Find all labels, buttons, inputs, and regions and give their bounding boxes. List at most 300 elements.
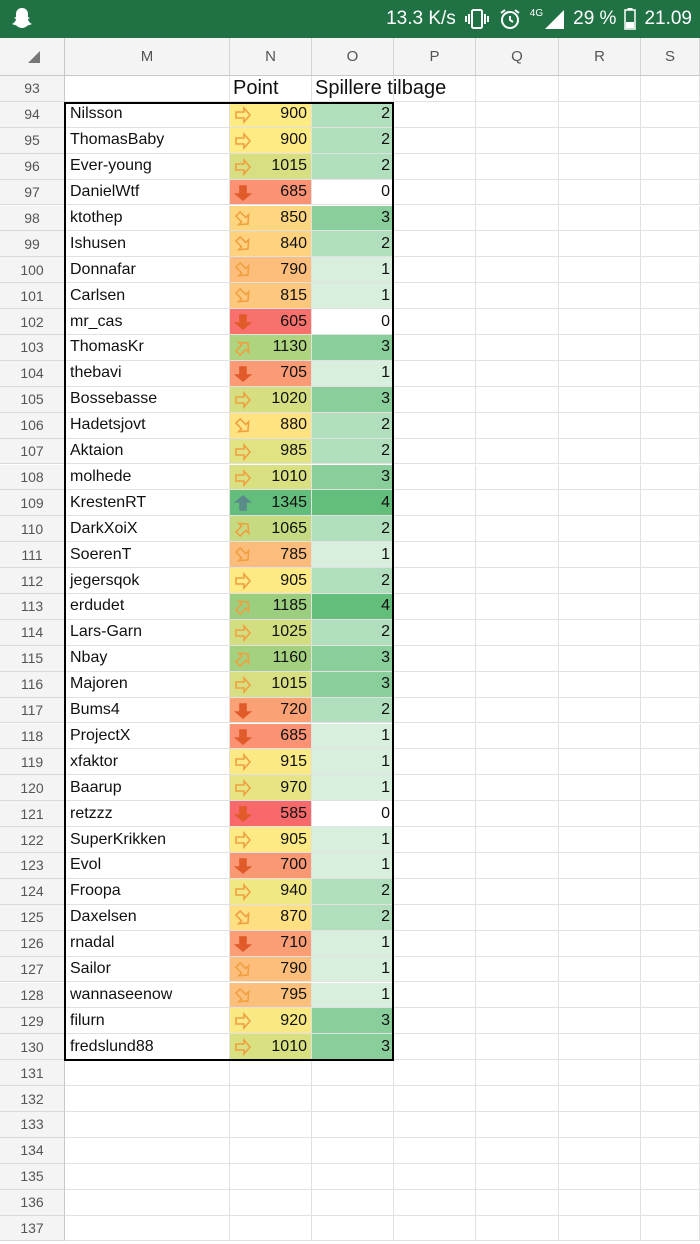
row-header[interactable]: 116: [0, 672, 65, 698]
cell-q[interactable]: [476, 983, 559, 1009]
cell-p[interactable]: [394, 1086, 476, 1112]
cell-p[interactable]: [394, 646, 476, 672]
cell-p[interactable]: [394, 335, 476, 361]
row-header[interactable]: 133: [0, 1112, 65, 1138]
cell-r[interactable]: [559, 957, 641, 983]
cell-p[interactable]: [394, 620, 476, 646]
cell-r[interactable]: [559, 1086, 641, 1112]
row-header[interactable]: 110: [0, 516, 65, 542]
point-cell[interactable]: [230, 154, 312, 180]
players-left-cell[interactable]: 1: [312, 931, 394, 957]
cell-q[interactable]: [476, 1112, 559, 1138]
cell-p[interactable]: [394, 594, 476, 620]
cell-m[interactable]: [65, 1060, 230, 1086]
cell-s[interactable]: [641, 879, 700, 905]
cell-q[interactable]: [476, 257, 559, 283]
row-header[interactable]: 107: [0, 439, 65, 465]
row-header[interactable]: 96: [0, 154, 65, 180]
player-name-cell[interactable]: DanielWtf: [65, 180, 230, 206]
cell-q[interactable]: [476, 1216, 559, 1242]
point-cell[interactable]: [230, 801, 312, 827]
column-header-o[interactable]: O: [312, 38, 394, 76]
player-name-cell[interactable]: Bums4: [65, 698, 230, 724]
row-header[interactable]: 99: [0, 231, 65, 257]
cell-p[interactable]: [394, 231, 476, 257]
cell-o[interactable]: [312, 1164, 394, 1190]
cell-q[interactable]: [476, 231, 559, 257]
cell-p[interactable]: [394, 439, 476, 465]
row-header[interactable]: 101: [0, 283, 65, 309]
players-left-cell[interactable]: 0: [312, 180, 394, 206]
cell-r[interactable]: [559, 1060, 641, 1086]
point-cell[interactable]: [230, 983, 312, 1009]
players-left-cell[interactable]: 3: [312, 387, 394, 413]
cell-q[interactable]: [476, 879, 559, 905]
players-left-cell[interactable]: 1: [312, 542, 394, 568]
cell-m[interactable]: [65, 1190, 230, 1216]
cell-s[interactable]: [641, 1034, 700, 1060]
row-header[interactable]: 129: [0, 1008, 65, 1034]
cell-p[interactable]: [394, 905, 476, 931]
players-left-cell[interactable]: 1: [312, 775, 394, 801]
cell-q[interactable]: [476, 387, 559, 413]
players-left-cell[interactable]: 2: [312, 128, 394, 154]
cell-r[interactable]: [559, 206, 641, 232]
column-header-r[interactable]: R: [559, 38, 641, 76]
row-header[interactable]: 103: [0, 335, 65, 361]
cell-q[interactable]: [476, 905, 559, 931]
cell-p[interactable]: [394, 983, 476, 1009]
row-header[interactable]: 98: [0, 206, 65, 232]
cell-s[interactable]: [641, 853, 700, 879]
column-header-n[interactable]: N: [230, 38, 312, 76]
row-header[interactable]: 123: [0, 853, 65, 879]
point-cell[interactable]: [230, 594, 312, 620]
row-header[interactable]: 124: [0, 879, 65, 905]
cell-p[interactable]: [394, 516, 476, 542]
cell-s[interactable]: [641, 827, 700, 853]
point-cell[interactable]: [230, 879, 312, 905]
column-header-q[interactable]: Q: [476, 38, 559, 76]
cell-q[interactable]: [476, 102, 559, 128]
cell-q[interactable]: [476, 931, 559, 957]
cell-r[interactable]: [559, 335, 641, 361]
cell-q[interactable]: [476, 775, 559, 801]
players-left-cell[interactable]: 2: [312, 516, 394, 542]
cell-r[interactable]: [559, 439, 641, 465]
cell-r[interactable]: [559, 1216, 641, 1242]
cell-q[interactable]: [476, 1164, 559, 1190]
cell-p[interactable]: [394, 853, 476, 879]
cell-r[interactable]: [559, 1034, 641, 1060]
cell-m[interactable]: [65, 1086, 230, 1112]
row-header[interactable]: 119: [0, 749, 65, 775]
cell-q[interactable]: [476, 1008, 559, 1034]
point-cell[interactable]: [230, 724, 312, 750]
cell-p[interactable]: [394, 568, 476, 594]
point-cell[interactable]: [230, 490, 312, 516]
row-header[interactable]: 102: [0, 309, 65, 335]
cell-r[interactable]: [559, 724, 641, 750]
cell-s[interactable]: [641, 180, 700, 206]
cell-q[interactable]: [476, 594, 559, 620]
row-header[interactable]: 132: [0, 1086, 65, 1112]
row-header[interactable]: 134: [0, 1138, 65, 1164]
cell-s[interactable]: [641, 490, 700, 516]
point-cell[interactable]: [230, 775, 312, 801]
cell-q[interactable]: [476, 128, 559, 154]
cell-r[interactable]: [559, 542, 641, 568]
cell-q[interactable]: [476, 724, 559, 750]
cell-s[interactable]: [641, 1086, 700, 1112]
row-header[interactable]: 117: [0, 698, 65, 724]
player-name-cell[interactable]: SoerenT: [65, 542, 230, 568]
cell-q[interactable]: [476, 801, 559, 827]
cell-p[interactable]: [394, 542, 476, 568]
cell-s[interactable]: [641, 1216, 700, 1242]
cell-s[interactable]: [641, 1112, 700, 1138]
cell-r[interactable]: [559, 749, 641, 775]
row-header[interactable]: 122: [0, 827, 65, 853]
cell-q[interactable]: [476, 413, 559, 439]
row-header[interactable]: 105: [0, 387, 65, 413]
players-left-cell[interactable]: 3: [312, 206, 394, 232]
cell-r[interactable]: [559, 154, 641, 180]
player-name-cell[interactable]: Froopa: [65, 879, 230, 905]
cell-s[interactable]: [641, 620, 700, 646]
cell-q[interactable]: [476, 542, 559, 568]
cell-s[interactable]: [641, 1190, 700, 1216]
players-left-cell[interactable]: 2: [312, 413, 394, 439]
cell-p[interactable]: [394, 698, 476, 724]
row-header[interactable]: 137: [0, 1216, 65, 1242]
players-left-cell[interactable]: 1: [312, 257, 394, 283]
player-name-cell[interactable]: Sailor: [65, 957, 230, 983]
player-name-cell[interactable]: thebavi: [65, 361, 230, 387]
cell-p[interactable]: [394, 413, 476, 439]
row-header[interactable]: 94: [0, 102, 65, 128]
player-name-cell[interactable]: Baarup: [65, 775, 230, 801]
cell-p[interactable]: [394, 465, 476, 491]
cell-o[interactable]: [312, 1086, 394, 1112]
player-name-cell[interactable]: DarkXoiX: [65, 516, 230, 542]
player-name-cell[interactable]: jegersqok: [65, 568, 230, 594]
cell-q[interactable]: [476, 490, 559, 516]
cell-s[interactable]: [641, 568, 700, 594]
cell-p[interactable]: [394, 1034, 476, 1060]
cell-q[interactable]: [476, 672, 559, 698]
cell-p[interactable]: [394, 102, 476, 128]
cell-p[interactable]: [394, 283, 476, 309]
cell-p[interactable]: [394, 206, 476, 232]
cell-p[interactable]: [394, 128, 476, 154]
row-header[interactable]: 136: [0, 1190, 65, 1216]
point-cell[interactable]: [230, 309, 312, 335]
cell-q[interactable]: [476, 957, 559, 983]
cell-r[interactable]: [559, 128, 641, 154]
player-name-cell[interactable]: SuperKrikken: [65, 827, 230, 853]
column-header-p[interactable]: P: [394, 38, 476, 76]
cell-p[interactable]: [394, 1164, 476, 1190]
player-name-cell[interactable]: Carlsen: [65, 283, 230, 309]
cell-q[interactable]: [476, 698, 559, 724]
cell-p[interactable]: [394, 957, 476, 983]
row-header[interactable]: 127: [0, 957, 65, 983]
cell-p[interactable]: [394, 931, 476, 957]
cell-q[interactable]: [476, 154, 559, 180]
players-left-cell[interactable]: 3: [312, 465, 394, 491]
players-left-cell[interactable]: 0: [312, 801, 394, 827]
cell-r[interactable]: [559, 102, 641, 128]
point-cell[interactable]: [230, 853, 312, 879]
players-left-cell[interactable]: 1: [312, 957, 394, 983]
players-left-cell[interactable]: 2: [312, 568, 394, 594]
point-cell[interactable]: [230, 672, 312, 698]
cell-p[interactable]: [394, 775, 476, 801]
cell-p[interactable]: [394, 387, 476, 413]
column-header-m[interactable]: M: [65, 38, 230, 76]
cell-r[interactable]: [559, 646, 641, 672]
point-cell[interactable]: [230, 749, 312, 775]
players-left-cell[interactable]: 1: [312, 983, 394, 1009]
cell-s[interactable]: [641, 749, 700, 775]
player-name-cell[interactable]: fredslund88: [65, 1034, 230, 1060]
point-cell[interactable]: [230, 827, 312, 853]
row-header[interactable]: 111: [0, 542, 65, 568]
cell-q[interactable]: [476, 749, 559, 775]
cell-s[interactable]: [641, 206, 700, 232]
cell-p[interactable]: [394, 1112, 476, 1138]
cell-r[interactable]: [559, 76, 641, 102]
cell-n[interactable]: [230, 1216, 312, 1242]
column-header-s[interactable]: S: [641, 38, 700, 76]
row-header[interactable]: 114: [0, 620, 65, 646]
players-left-cell[interactable]: 1: [312, 283, 394, 309]
point-cell[interactable]: [230, 465, 312, 491]
cell-p[interactable]: [394, 1008, 476, 1034]
row-header[interactable]: 120: [0, 775, 65, 801]
player-name-cell[interactable]: ThomasKr: [65, 335, 230, 361]
row-header[interactable]: 112: [0, 568, 65, 594]
cell-s[interactable]: [641, 283, 700, 309]
players-left-cell[interactable]: 1: [312, 724, 394, 750]
cell-r[interactable]: [559, 490, 641, 516]
cell-s[interactable]: [641, 905, 700, 931]
cell-m[interactable]: [65, 1138, 230, 1164]
cell-s[interactable]: [641, 516, 700, 542]
point-cell[interactable]: [230, 413, 312, 439]
cell-r[interactable]: [559, 1008, 641, 1034]
player-name-cell[interactable]: Hadetsjovt: [65, 413, 230, 439]
cell-s[interactable]: [641, 1008, 700, 1034]
cell-r[interactable]: [559, 180, 641, 206]
point-cell[interactable]: [230, 516, 312, 542]
cell-q[interactable]: [476, 180, 559, 206]
row-header[interactable]: 118: [0, 724, 65, 750]
cell-r[interactable]: [559, 1164, 641, 1190]
point-cell[interactable]: [230, 361, 312, 387]
row-header[interactable]: 125: [0, 905, 65, 931]
players-left-cell[interactable]: 3: [312, 1008, 394, 1034]
player-name-cell[interactable]: wannaseenow: [65, 983, 230, 1009]
player-name-cell[interactable]: Daxelsen: [65, 905, 230, 931]
cell-r[interactable]: [559, 413, 641, 439]
cell-s[interactable]: [641, 413, 700, 439]
cell-r[interactable]: [559, 387, 641, 413]
cell-n[interactable]: [230, 1138, 312, 1164]
cell-s[interactable]: [641, 257, 700, 283]
player-name-cell[interactable]: Nbay: [65, 646, 230, 672]
player-name-cell[interactable]: Majoren: [65, 672, 230, 698]
cell-p[interactable]: [394, 1190, 476, 1216]
cell-s[interactable]: [641, 594, 700, 620]
cell-q[interactable]: [476, 206, 559, 232]
cell-q[interactable]: [476, 853, 559, 879]
cell-s[interactable]: [641, 931, 700, 957]
cell-s[interactable]: [641, 387, 700, 413]
cell-p[interactable]: [394, 827, 476, 853]
cell-q[interactable]: [476, 309, 559, 335]
cell-r[interactable]: [559, 983, 641, 1009]
row-header[interactable]: 135: [0, 1164, 65, 1190]
spreadsheet-grid[interactable]: [0, 38, 700, 1244]
cell-m[interactable]: [65, 1216, 230, 1242]
cell-q[interactable]: [476, 646, 559, 672]
point-cell[interactable]: [230, 102, 312, 128]
cell-r[interactable]: [559, 879, 641, 905]
row-header[interactable]: 106: [0, 413, 65, 439]
cell-q[interactable]: [476, 1060, 559, 1086]
player-name-cell[interactable]: Ever-young: [65, 154, 230, 180]
cell-p[interactable]: [394, 180, 476, 206]
cell-q[interactable]: [476, 335, 559, 361]
cell-r[interactable]: [559, 568, 641, 594]
cell-r[interactable]: [559, 801, 641, 827]
cell-p[interactable]: [394, 801, 476, 827]
players-left-cell[interactable]: 1: [312, 361, 394, 387]
player-name-cell[interactable]: rnadal: [65, 931, 230, 957]
cell-s[interactable]: [641, 465, 700, 491]
cell-s[interactable]: [641, 646, 700, 672]
cell-q[interactable]: [476, 1138, 559, 1164]
row-header[interactable]: 113: [0, 594, 65, 620]
cell-p[interactable]: [394, 257, 476, 283]
player-name-cell[interactable]: Lars-Garn: [65, 620, 230, 646]
point-cell[interactable]: [230, 905, 312, 931]
player-name-cell[interactable]: Nilsson: [65, 102, 230, 128]
row-header[interactable]: 115: [0, 646, 65, 672]
cell-m[interactable]: [65, 1164, 230, 1190]
players-left-cell[interactable]: 2: [312, 231, 394, 257]
row-header[interactable]: 128: [0, 983, 65, 1009]
point-cell[interactable]: [230, 231, 312, 257]
players-left-cell[interactable]: 2: [312, 154, 394, 180]
row-header[interactable]: 109: [0, 490, 65, 516]
point-cell[interactable]: [230, 698, 312, 724]
cell-q[interactable]: [476, 439, 559, 465]
row-header[interactable]: 95: [0, 128, 65, 154]
point-cell[interactable]: [230, 568, 312, 594]
cell-s[interactable]: [641, 309, 700, 335]
cell-s[interactable]: [641, 542, 700, 568]
players-left-cell[interactable]: 0: [312, 309, 394, 335]
cell-r[interactable]: [559, 672, 641, 698]
player-name-cell[interactable]: ThomasBaby: [65, 128, 230, 154]
cell-p[interactable]: [394, 1060, 476, 1086]
cell-q[interactable]: [476, 283, 559, 309]
player-name-cell[interactable]: erdudet: [65, 594, 230, 620]
row-header[interactable]: 108: [0, 465, 65, 491]
cell-o[interactable]: [312, 1060, 394, 1086]
cell-n[interactable]: [230, 1190, 312, 1216]
point-cell[interactable]: [230, 957, 312, 983]
cell-s[interactable]: [641, 154, 700, 180]
cell-q[interactable]: [476, 568, 559, 594]
cell-s[interactable]: [641, 102, 700, 128]
row-header[interactable]: 121: [0, 801, 65, 827]
cell-s[interactable]: [641, 672, 700, 698]
cell-q[interactable]: [476, 516, 559, 542]
player-name-cell[interactable]: Evol: [65, 853, 230, 879]
cell-r[interactable]: [559, 1112, 641, 1138]
point-cell[interactable]: [230, 180, 312, 206]
cell-r[interactable]: [559, 231, 641, 257]
players-left-cell[interactable]: 2: [312, 102, 394, 128]
player-name-cell[interactable]: retzzz: [65, 801, 230, 827]
cell-q[interactable]: [476, 76, 559, 102]
row-header[interactable]: 126: [0, 931, 65, 957]
players-left-cell[interactable]: 1: [312, 749, 394, 775]
cell-p[interactable]: [394, 309, 476, 335]
cell-q[interactable]: [476, 1086, 559, 1112]
cell-q[interactable]: [476, 1034, 559, 1060]
players-left-cell[interactable]: 2: [312, 698, 394, 724]
cell-r[interactable]: [559, 620, 641, 646]
cell-s[interactable]: [641, 439, 700, 465]
players-left-cell[interactable]: 3: [312, 646, 394, 672]
player-name-cell[interactable]: filurn: [65, 1008, 230, 1034]
cell-s[interactable]: [641, 983, 700, 1009]
cell-s[interactable]: [641, 335, 700, 361]
point-cell[interactable]: [230, 283, 312, 309]
players-left-cell[interactable]: 1: [312, 827, 394, 853]
cell-p[interactable]: [394, 154, 476, 180]
cell-p[interactable]: [394, 361, 476, 387]
cell-p[interactable]: [394, 1138, 476, 1164]
cell-r[interactable]: [559, 361, 641, 387]
cell-o[interactable]: [312, 1190, 394, 1216]
cell-n[interactable]: [230, 1164, 312, 1190]
cell-r[interactable]: [559, 283, 641, 309]
point-cell[interactable]: [230, 206, 312, 232]
cell-m[interactable]: [65, 1112, 230, 1138]
cell-r[interactable]: [559, 516, 641, 542]
cell-q[interactable]: [476, 361, 559, 387]
cell-n[interactable]: [230, 1086, 312, 1112]
cell-s[interactable]: [641, 724, 700, 750]
players-left-cell[interactable]: 2: [312, 879, 394, 905]
point-cell[interactable]: [230, 128, 312, 154]
cell-r[interactable]: [559, 853, 641, 879]
cell-p[interactable]: [394, 724, 476, 750]
cell-r[interactable]: [559, 594, 641, 620]
player-name-cell[interactable]: ProjectX: [65, 724, 230, 750]
cell-p[interactable]: [394, 672, 476, 698]
players-left-cell[interactable]: 2: [312, 905, 394, 931]
point-cell[interactable]: [230, 439, 312, 465]
cell-s[interactable]: [641, 361, 700, 387]
cell-r[interactable]: [559, 1190, 641, 1216]
